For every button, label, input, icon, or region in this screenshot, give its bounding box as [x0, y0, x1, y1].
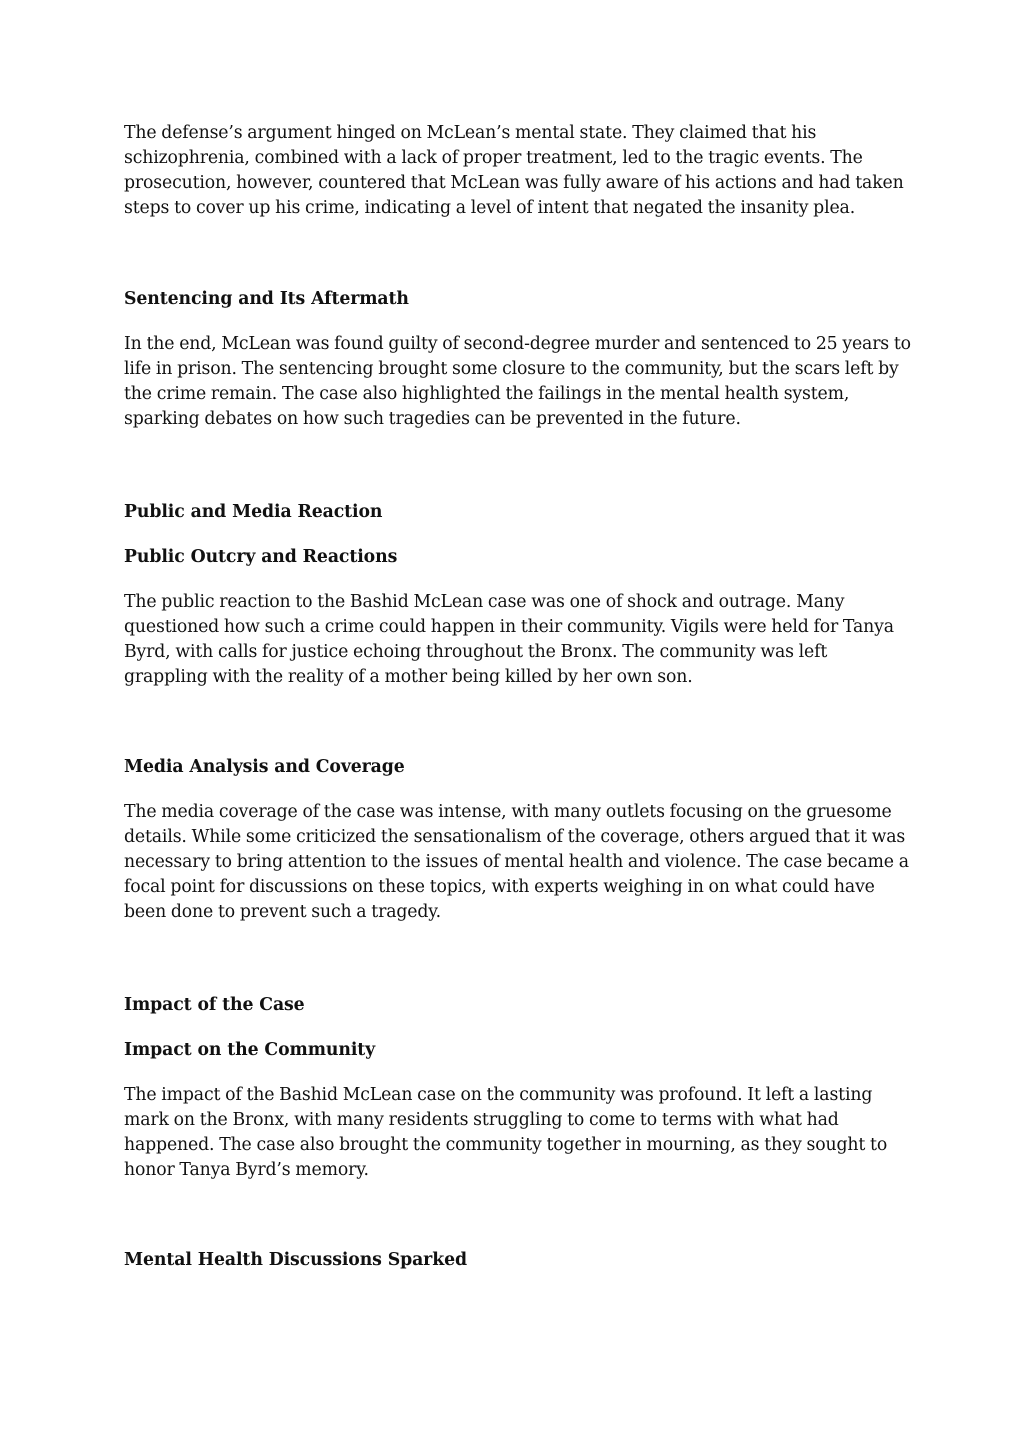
- paragraph-media-coverage: The media coverage of the case was intense, with many outlets focusing on the gruesome details. While some criticized the sensationalism of the coverage, others argued that it was necessary to bring attention to the issues of mental health and violence. The case became a focal point for discussions on these topics, with experts weighing in on what could have been done to prevent such a tragedy.: [124, 802, 909, 922]
- paragraph-public-reaction: The public reaction to the Bashid McLean case was one of shock and outrage. Many questioned how such a crime could happen in their community. Vigils were held for Tanya Byrd, with calls for justice echoing throughout the Bronx. The community was left grappling with the reality of a mother being killed by her own son.: [124, 592, 894, 687]
- heading-sentencing: Sentencing and Its Aftermath: [124, 289, 409, 309]
- heading-public-outcry: Public Outcry and Reactions: [124, 547, 398, 567]
- paragraph-defense-argument: The defense’s argument hinged on McLean’s mental state. They claimed that his schizophrenia, combined with a lack of proper treatment, led to the tragic events. The prosecution, however, countered that McLean was fully aware of his actions and had taken steps to cover up his crime, indicating a level of intent that negated the insanity plea.: [124, 123, 904, 218]
- heading-impact-of-case: Impact of the Case: [124, 995, 305, 1015]
- heading-media-analysis: Media Analysis and Coverage: [124, 757, 405, 777]
- paragraph-community-impact: The impact of the Bashid McLean case on the community was profound. It left a lasting mark on the Bronx, with many residents struggling to come to terms with what had happened. The case also brought the community together in mourning, as they sought to honor Tanya Byrd’s memory.: [124, 1085, 888, 1180]
- heading-public-media-reaction: Public and Media Reaction: [124, 502, 383, 522]
- heading-impact-community: Impact on the Community: [124, 1040, 376, 1060]
- paragraph-sentencing: In the end, McLean was found guilty of second-degree murder and sentenced to 25 years to life in prison. The sentencing brought some closure to the community, but the scars left by the crime remain. The case also highlighted the failings in the mental health system, sparking debates on how such tragedies can be prevented in the future.: [124, 334, 911, 429]
- heading-mental-health-discussions: Mental Health Discussions Sparked: [124, 1250, 467, 1270]
